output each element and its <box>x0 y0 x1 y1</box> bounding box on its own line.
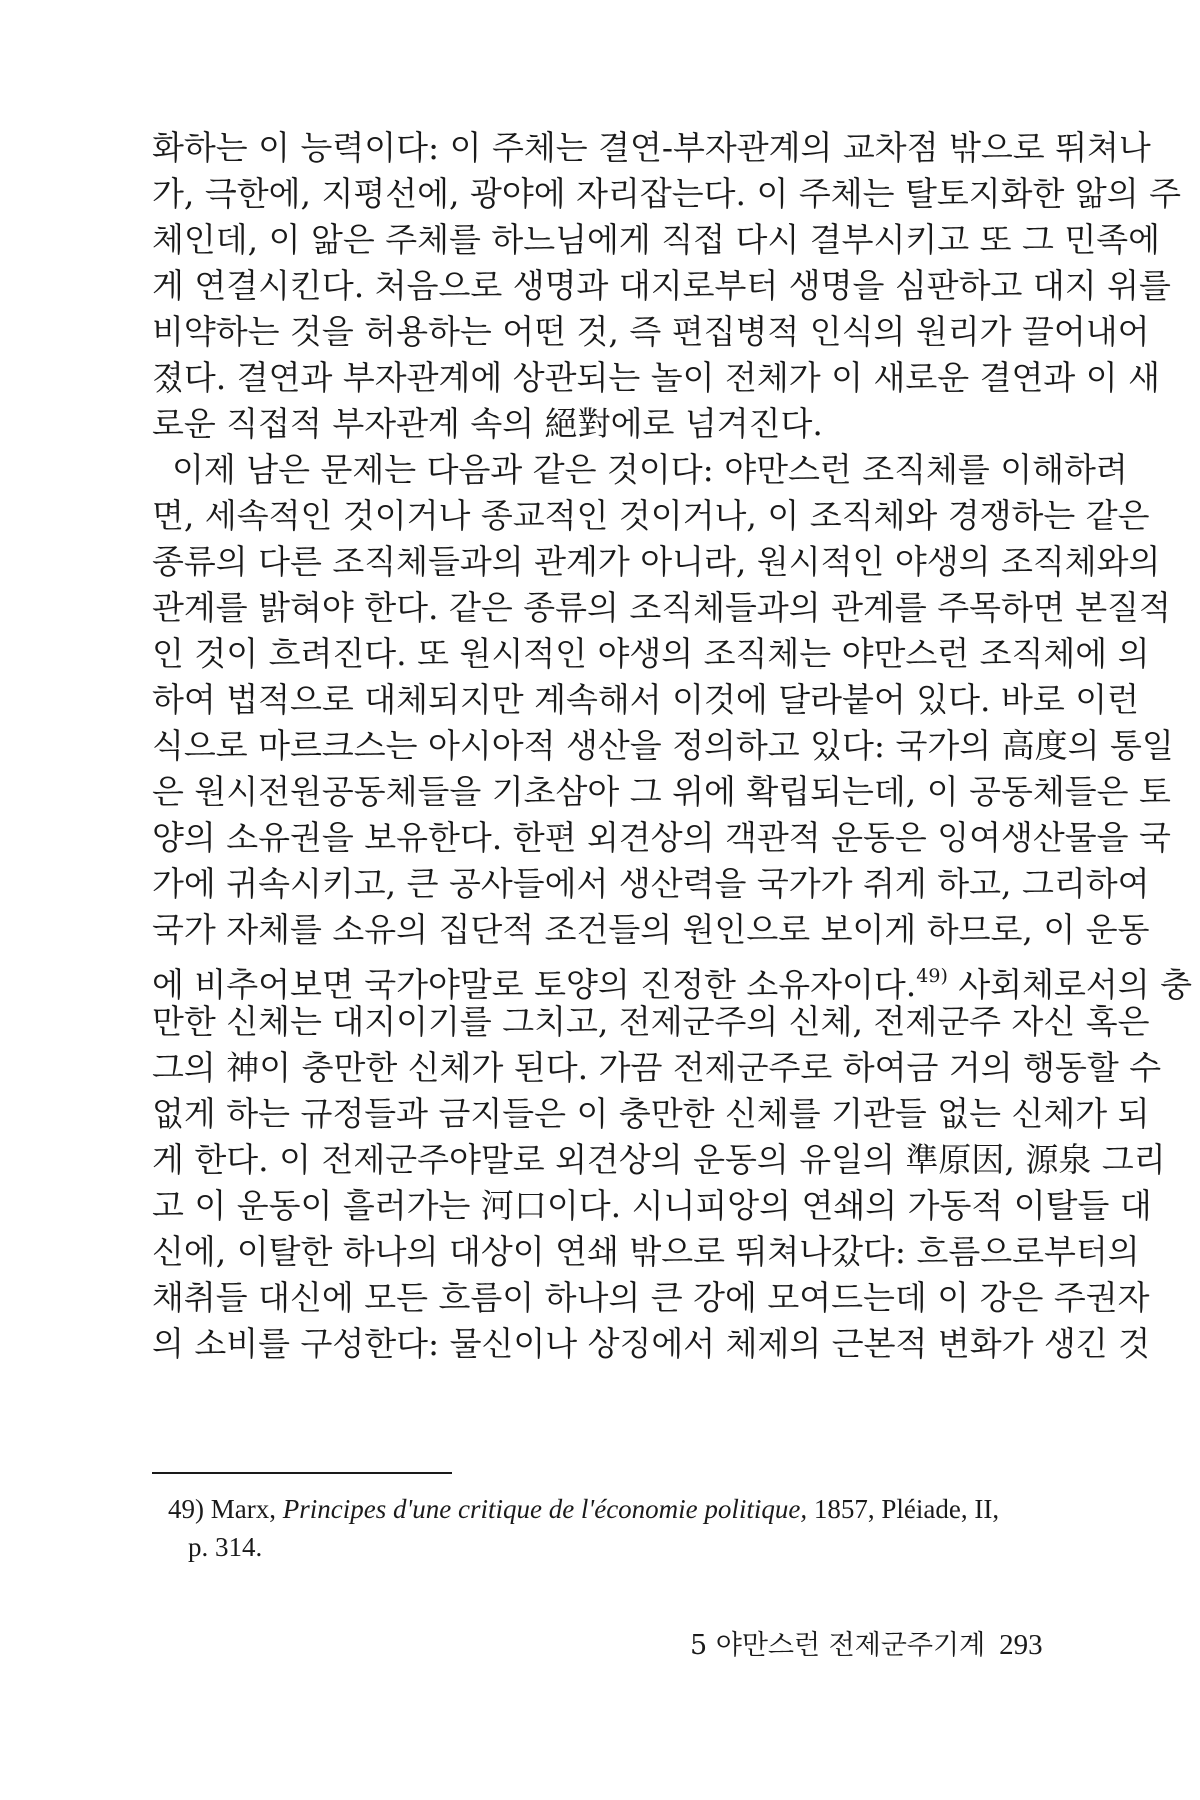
text-line: 관계를 밝혀야 한다. 같은 종류의 조직체들과의 관계를 주목하면 본질적 <box>152 588 1171 627</box>
text-line: 게 연결시킨다. 처음으로 생명과 대지로부터 생명을 심판하고 대지 위를 <box>152 266 1171 305</box>
text-line: 고 이 운동이 흘러가는 河口이다. 시니피앙의 연쇄의 가동적 이탈들 대 <box>152 1186 1152 1225</box>
text-line: 은 원시전원공동체들을 기초삼아 그 위에 확립되는데, 이 공동체들은 토 <box>152 772 1171 811</box>
footnote-reference: 49) <box>916 965 948 987</box>
text-line: 그의 神이 충만한 신체가 된다. 가끔 전제군주로 하여금 거의 행동할 수 <box>152 1048 1162 1087</box>
text-line: 화하는 이 능력이다: 이 주체는 결연-부자관계의 교차점 밖으로 뛰쳐나 <box>152 128 1151 167</box>
chapter-title: 5 야만스런 전제군주기계 <box>690 1630 986 1661</box>
text-line: 인 것이 흐려진다. 또 원시적인 야생의 조직체는 야만스런 조직체에 의 <box>152 634 1150 673</box>
footnote-divider <box>152 1472 452 1474</box>
text-line: 양의 소유권을 보유한다. 한편 외견상의 객관적 운동은 잉여생산물을 국 <box>152 818 1171 857</box>
text-line: 식으로 마르크스는 아시아적 생산을 정의하고 있다: 국가의 高度의 통일 <box>152 726 1174 765</box>
text-line: 이제 남은 문제는 다음과 같은 것이다: 야만스런 조직체를 이해하려 <box>172 450 1128 489</box>
text-line: 만한 신체는 대지이기를 그치고, 전제군주의 신체, 전제군주 자신 혹은 <box>152 1002 1150 1041</box>
text-line-content: 에 비추어보면 국가야말로 토양의 진정한 소유자이다. <box>152 965 917 1004</box>
text-line: 면, 세속적인 것이거나 종교적인 것이거나, 이 조직체와 경쟁하는 같은 <box>152 496 1150 535</box>
text-line: 체인데, 이 앎은 주체를 하느님에게 직접 다시 결부시키고 또 그 민족에 <box>152 220 1160 259</box>
text-line: 가에 귀속시키고, 큰 공사들에서 생산력을 국가가 쥐게 하고, 그리하여 <box>152 864 1150 903</box>
footnote-number: 49) <box>168 1494 204 1524</box>
footnote-page: p. 314. <box>188 1532 263 1562</box>
text-line: 로운 직접적 부자관계 속의 絕對에로 넘겨진다. <box>152 404 823 443</box>
page-number: 293 <box>999 1629 1043 1661</box>
text-line: 없게 하는 규정들과 금지들은 이 충만한 신체를 기관들 없는 신체가 되 <box>152 1094 1150 1133</box>
text-line <box>152 956 1192 1005</box>
footnote-line <box>168 1492 1038 1526</box>
footnote-details: 1857, Pléiade, II, <box>813 1494 1000 1524</box>
text-line: 국가 자체를 소유의 집단적 조건들의 원인으로 보이게 하므로, 이 운동 <box>152 910 1150 949</box>
running-footer <box>690 1628 1043 1663</box>
text-line: 의 소비를 구성한다: 물신이나 상징에서 체제의 근본적 변화가 생긴 것 <box>152 1324 1151 1363</box>
text-line-continuation: 사회체로서의 충 <box>947 965 1192 1004</box>
text-line: 신에, 이탈한 하나의 대상이 연쇄 밖으로 뛰쳐나갔다: 흐름으로부터의 <box>152 1232 1140 1271</box>
text-line: 게 한다. 이 전제군주야말로 외견상의 운동의 유일의 準原因, 源泉 그리 <box>152 1140 1166 1179</box>
footnote-title: Principes d'une critique de l'économie politique, <box>282 1494 808 1524</box>
text-line: 하여 법적으로 대체되지만 계속해서 이것에 달라붙어 있다. 바로 이런 <box>152 680 1139 719</box>
text-line: 비약하는 것을 허용하는 어떤 것, 즉 편집병적 인식의 원리가 끌어내어 <box>152 312 1150 351</box>
text-line: 채취들 대신에 모든 흐름이 하나의 큰 강에 모여드는데 이 강은 주권자 <box>152 1278 1150 1317</box>
footnote-author: Marx, <box>210 1494 276 1524</box>
text-line: 가, 극한에, 지평선에, 광야에 자리잡는다. 이 주체는 탈토지화한 앎의 주 <box>152 174 1181 213</box>
text-line: 졌다. 결연과 부자관계에 상관되는 놀이 전체가 이 새로운 결연과 이 새 <box>152 358 1160 397</box>
text-line: 종류의 다른 조직체들과의 관계가 아니라, 원시적인 야생의 조직체와의 <box>152 542 1161 581</box>
